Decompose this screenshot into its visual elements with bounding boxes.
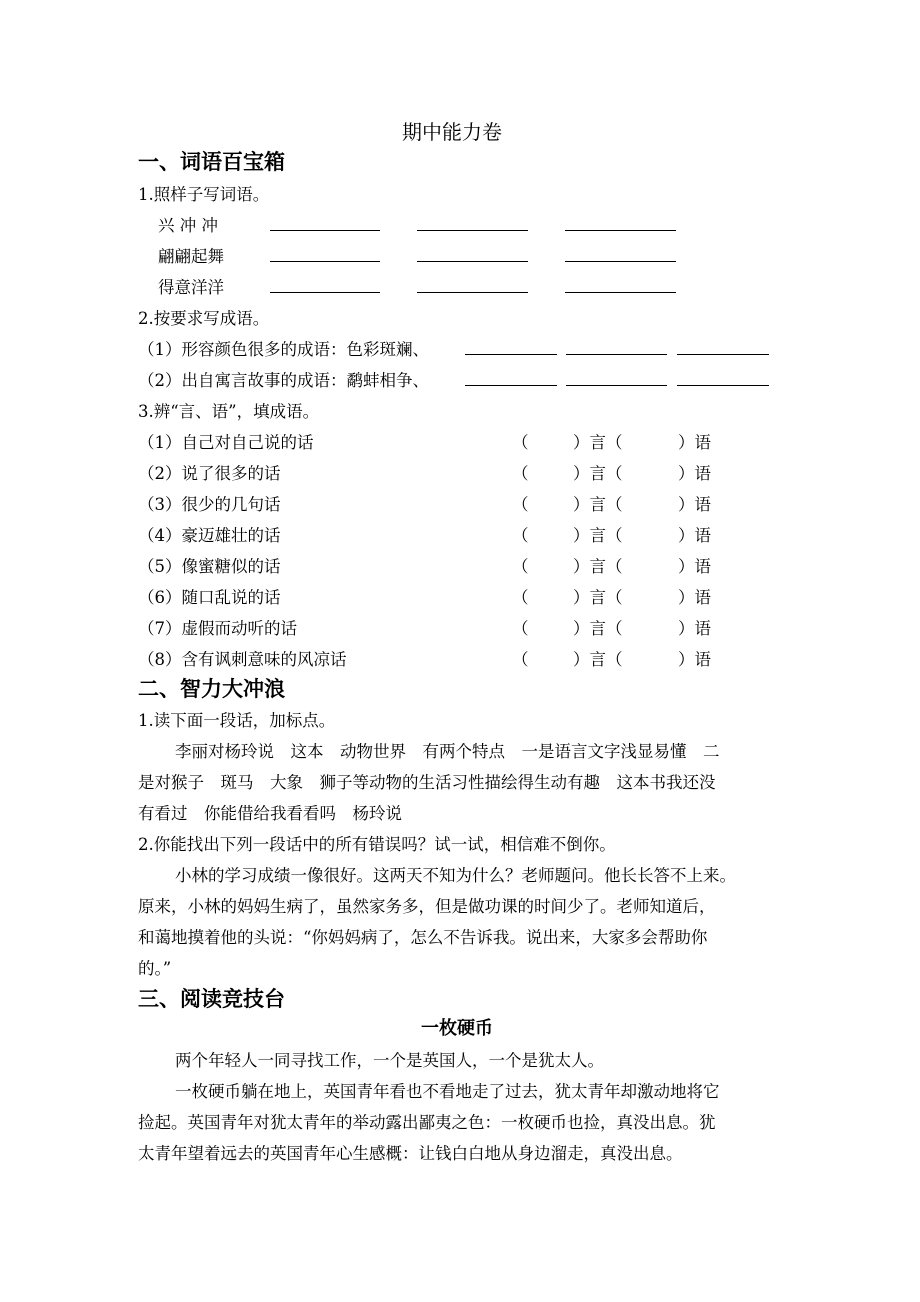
punctuation-text-line: 是对猴子 斑马 大象 狮子等动物的生活习性描绘得生动有趣 这本书我还没 xyxy=(138,773,716,792)
page-title: 期中能力卷 xyxy=(402,120,502,144)
answer-paren-open[interactable]: （ xyxy=(512,433,529,452)
answer-paren-yan[interactable]: ）言（ xyxy=(573,433,623,452)
answer-paren-yu[interactable]: ）语 xyxy=(678,464,711,483)
q3-item: （2）说了很多的话 xyxy=(138,464,281,483)
q3-item: （8）含有讽刺意味的风凉话 xyxy=(138,650,347,669)
passage-title: 一枚硬币 xyxy=(421,1018,493,1039)
question-2-prompt: 2.按要求写成语。 xyxy=(138,309,270,328)
answer-blank[interactable] xyxy=(417,292,528,293)
answer-paren-yan[interactable]: ）言（ xyxy=(573,650,623,669)
answer-paren-yu[interactable]: ）语 xyxy=(678,557,711,576)
section-heading-2: 二、智力大冲浪 xyxy=(138,677,285,701)
answer-paren-yan[interactable]: ）言（ xyxy=(573,588,623,607)
answer-blank[interactable] xyxy=(565,292,676,293)
punctuation-text-line: 李丽对杨玲说 这本 动物世界 有两个特点 一是语言文字浅显易懂 二 xyxy=(175,742,720,761)
q2-item-1: （1）形容颜色很多的成语：色彩斑斓、 xyxy=(138,340,429,359)
error-text-line: 原来，小林的妈妈生病了，虽然家务多，但是做功课的时间少了。老师知道后， xyxy=(138,897,716,916)
answer-blank[interactable] xyxy=(270,261,380,262)
answer-paren-open[interactable]: （ xyxy=(512,557,529,576)
section-heading-3: 三、阅读竞技台 xyxy=(138,987,285,1011)
q3-item: （3）很少的几句话 xyxy=(138,495,281,514)
q3-item: （4）豪迈雄壮的话 xyxy=(138,526,281,545)
answer-blank[interactable] xyxy=(566,385,667,386)
answer-blank[interactable] xyxy=(565,261,676,262)
s2-question-2-prompt: 2.你能找出下列一段话中的所有错误吗？试一试，相信难不倒你。 xyxy=(138,835,616,854)
example-word-3: 得意洋洋 xyxy=(158,278,224,297)
answer-paren-yan[interactable]: ）言（ xyxy=(573,526,623,545)
answer-blank[interactable] xyxy=(565,230,676,231)
section-heading-1: 一、词语百宝箱 xyxy=(138,150,285,174)
passage-line: 两个年轻人一同寻找工作，一个是英国人，一个是犹太人。 xyxy=(175,1051,604,1070)
error-text-line: 的。” xyxy=(138,959,172,978)
passage-line: 太青年望着远去的英国青年心生感概：让钱白白地从身边溜走，真没出息。 xyxy=(138,1144,683,1163)
answer-paren-yan[interactable]: ）言（ xyxy=(573,619,623,638)
answer-paren-open[interactable]: （ xyxy=(512,588,529,607)
answer-paren-yu[interactable]: ）语 xyxy=(678,619,711,638)
answer-paren-yan[interactable]: ）言（ xyxy=(573,495,623,514)
answer-blank[interactable] xyxy=(270,230,380,231)
answer-blank[interactable] xyxy=(566,354,667,355)
answer-paren-yu[interactable]: ）语 xyxy=(678,588,711,607)
q3-item: （6）随口乱说的话 xyxy=(138,588,281,607)
error-text-line: 和蔼地摸着他的头说：“你妈妈病了，怎么不告诉我。说出来，大家多会帮助你 xyxy=(138,928,708,947)
answer-paren-yu[interactable]: ）语 xyxy=(678,433,711,452)
answer-paren-yan[interactable]: ）言（ xyxy=(573,557,623,576)
answer-paren-yu[interactable]: ）语 xyxy=(678,650,711,669)
question-3-prompt: 3.辨“言、语”，填成语。 xyxy=(138,402,320,421)
answer-blank[interactable] xyxy=(677,385,769,386)
question-1-prompt: 1.照样子写词语。 xyxy=(138,185,270,204)
answer-blank[interactable] xyxy=(677,354,769,355)
answer-paren-open[interactable]: （ xyxy=(512,464,529,483)
error-text-line: 小林的学习成绩一像很好。这两天不知为什么？老师题问。他长长答不上来。 xyxy=(175,866,736,885)
answer-blank[interactable] xyxy=(465,354,557,355)
answer-paren-open[interactable]: （ xyxy=(512,495,529,514)
answer-blank[interactable] xyxy=(417,230,528,231)
answer-blank[interactable] xyxy=(270,292,380,293)
q3-item: （1）自己对自己说的话 xyxy=(138,433,314,452)
example-word-2: 翩翩起舞 xyxy=(158,247,224,266)
q3-item: （7）虚假而动听的话 xyxy=(138,619,297,638)
answer-paren-open[interactable]: （ xyxy=(512,619,529,638)
answer-paren-yu[interactable]: ）语 xyxy=(678,495,711,514)
s2-question-1-prompt: 1.读下面一段话，加标点。 xyxy=(138,711,336,730)
passage-line: 捡起。英国青年对犹太青年的举动露出鄙夷之色：一枚硬币也捡，真没出息。犹 xyxy=(138,1113,716,1132)
answer-paren-open[interactable]: （ xyxy=(512,526,529,545)
answer-paren-yan[interactable]: ）言（ xyxy=(573,464,623,483)
q3-item: （5）像蜜糖似的话 xyxy=(138,557,281,576)
answer-paren-yu[interactable]: ）语 xyxy=(678,526,711,545)
q2-item-2: （2）出自寓言故事的成语：鹬蚌相争、 xyxy=(138,371,429,390)
punctuation-text-line: 有看过 你能借给我看看吗 杨玲说 xyxy=(138,804,402,823)
example-word-1: 兴 冲 冲 xyxy=(158,216,218,235)
answer-blank[interactable] xyxy=(465,385,557,386)
answer-paren-open[interactable]: （ xyxy=(512,650,529,669)
passage-line: 一枚硬币躺在地上，英国青年看也不看地走了过去，犹太青年却激动地将它 xyxy=(175,1082,720,1101)
answer-blank[interactable] xyxy=(417,261,528,262)
